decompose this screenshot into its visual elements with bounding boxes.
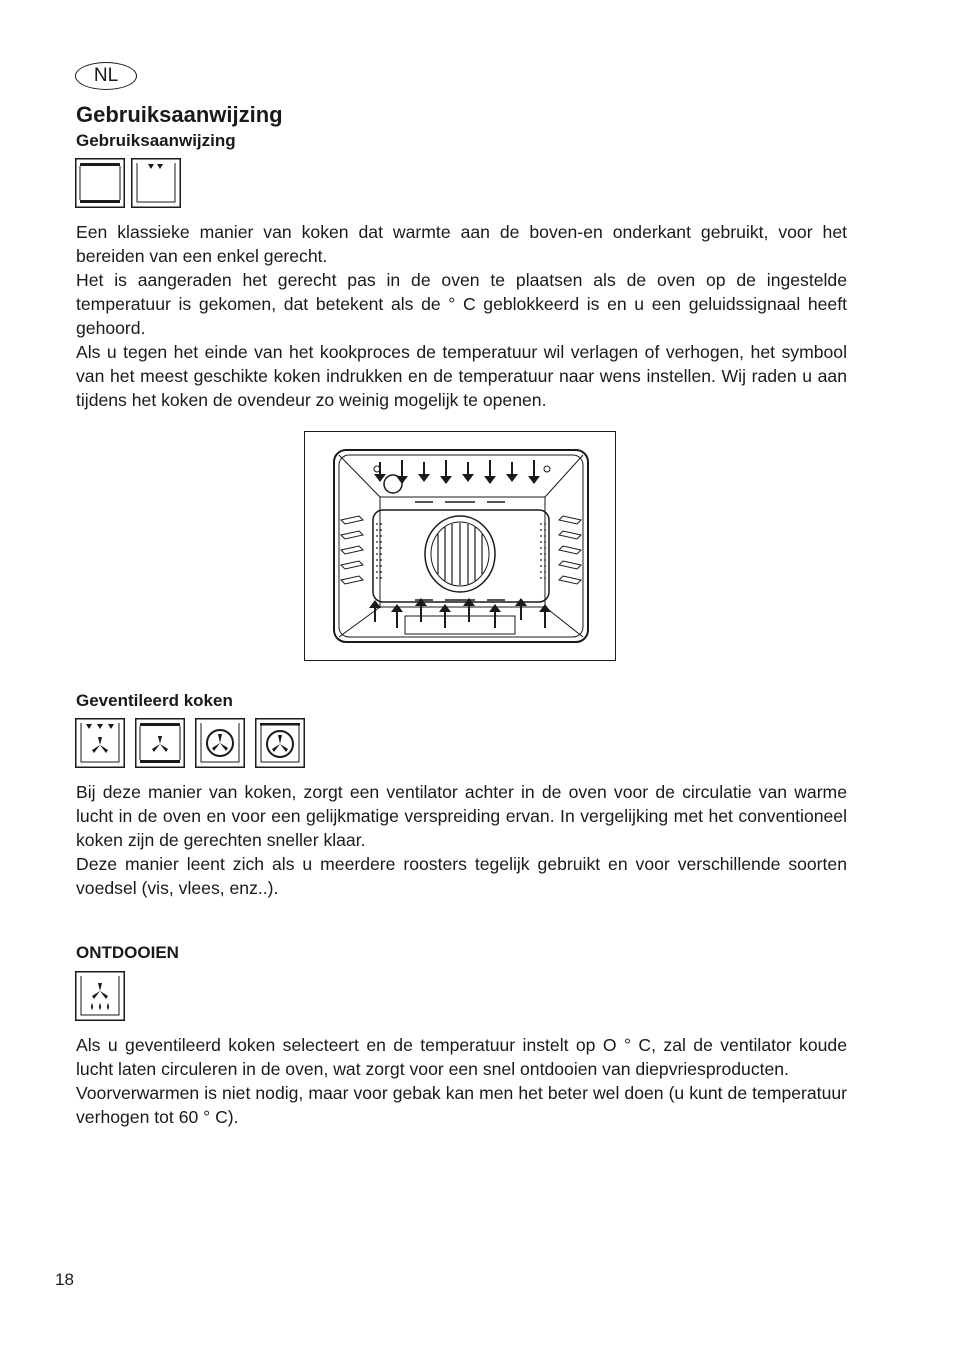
- fan-circular-icon: [195, 718, 245, 768]
- language-badge: NL: [75, 62, 137, 90]
- section2-text: [76, 780, 847, 900]
- section1-text: [76, 220, 847, 412]
- section-heading-defrost: ONTDOOIEN: [76, 943, 179, 962]
- fan-circular-top-icon: [255, 718, 305, 768]
- top-heat-grill-icon: [131, 158, 181, 208]
- conventional-icons: [75, 158, 181, 208]
- page-number: 18: [55, 1270, 74, 1289]
- defrost-icons: [75, 971, 125, 1021]
- paragraph: Het is aangeraden het gerecht pas in de oven te plaatsen als de oven op de ingestelde temperatuur is gekomen, dat betekent als de ° C geblokkeerd is en u een geluidssignaal heeft gehoord.: [76, 270, 847, 338]
- page-title: Gebruiksaanwijzing: [76, 102, 283, 127]
- section-heading-conventional: Gebruiksaanwijzing: [76, 131, 236, 150]
- paragraph: Als u geventileerd koken selecteert en de temperatuur instelt op O ° C, zal de ventilator koude lucht laten circuleren in de oven, wat zorgt voor een snel ontdooien van diepvriesproducten.: [76, 1035, 847, 1079]
- paragraph: Voorverwarmen is niet nodig, maar voor gebak kan men het beter wel doen (u kunt de temperatuur verhogen tot 60 ° C).: [76, 1083, 847, 1127]
- fan-icons: [75, 718, 305, 768]
- paragraph: Een klassieke manier van koken dat warmte aan de boven-en onderkant gebruikt, voor het bereiden van een enkel gerecht.: [76, 222, 847, 266]
- oven-heat-diagram: [304, 431, 616, 661]
- top-bottom-heat-icon: [75, 158, 125, 208]
- fan-grill-icon: [75, 718, 125, 768]
- paragraph: Deze manier leent zich als u meerdere roosters tegelijk gebruikt en voor verschillende soorten voedsel (vis, vlees, enz..).: [76, 854, 847, 898]
- fan-top-bottom-icon: [135, 718, 185, 768]
- defrost-fan-icon: [75, 971, 125, 1021]
- section-heading-fan: Geventileerd koken: [76, 691, 233, 710]
- paragraph: Als u tegen het einde van het kookproces de temperatuur wil verlagen of verhogen, het symbool van het meest geschikte koken indrukken en de temperatuur naar wens instellen. Wij raden u aan tijdens het koken de ovendeur zo weinig mogelijk te openen.: [76, 342, 847, 410]
- section3-text: [76, 1033, 847, 1129]
- paragraph: Bij deze manier van koken, zorgt een ventilator achter in de oven voor de circulatie van warme lucht in de oven en voor een gelijkmatige verspreiding ervan. In vergelijking met het conventioneel koken zijn de gerechten sneller klaar.: [76, 782, 847, 850]
